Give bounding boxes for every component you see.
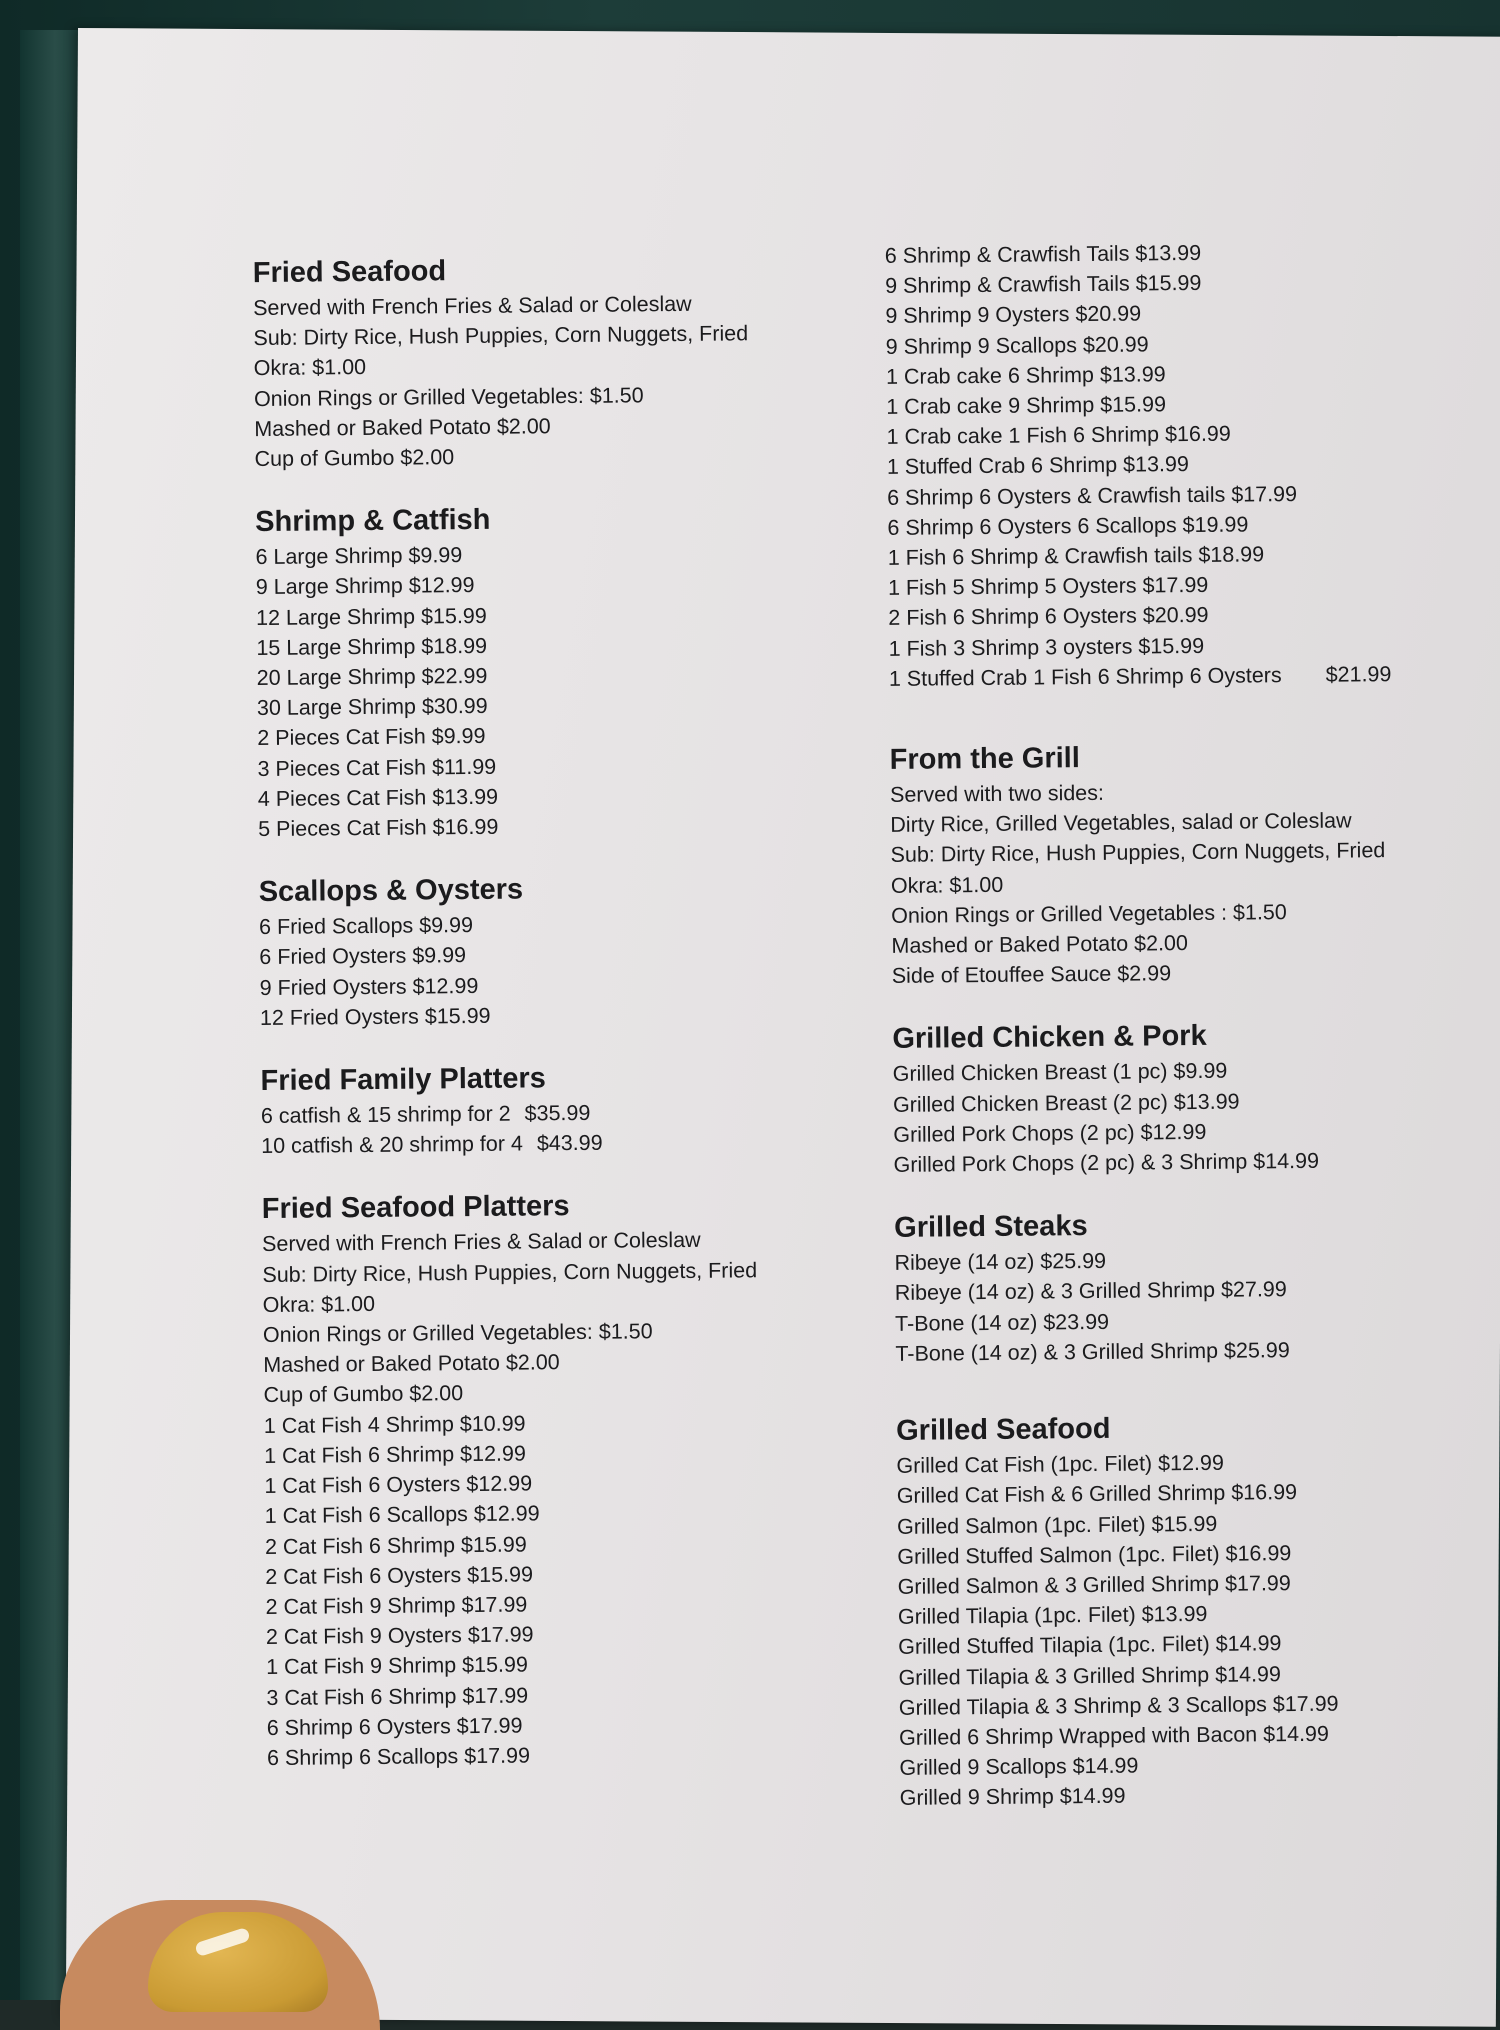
section-title: Scallops & Oysters (258, 873, 524, 909)
menu-line: Served with French Fries & Salad or Coleslaw (261, 1228, 701, 1257)
menu-item: 1 Fish 6 Shrimp & Crawfish tails $18.99 (887, 542, 1265, 570)
menu-line: Cup of Gumbo $2.00 (263, 1381, 464, 1408)
item-name: 1 Stuffed Crab 1 Fish 6 Shrimp 6 Oysters (888, 662, 1282, 691)
menu-item: 9 Shrimp 9 Oysters $20.99 (885, 301, 1142, 329)
menu-line: Served with two sides: (889, 780, 1105, 807)
menu-item: 2 Fish 6 Shrimp 6 Oysters $20.99 (888, 603, 1209, 631)
menu-page (66, 28, 1500, 2027)
menu-item (889, 658, 1489, 694)
menu-item: 6 Fried Scallops $9.99 (258, 913, 474, 940)
menu-line: Onion Rings or Grilled Vegetables: $1.50 (262, 1319, 653, 1348)
menu-item: 9 Shrimp 9 Scallops $20.99 (885, 332, 1149, 359)
item-price: $21.99 (1325, 661, 1392, 687)
menu-item: 12 Fried Oysters $15.99 (259, 1003, 491, 1030)
menu-item: 6 Fried Oysters $9.99 (259, 943, 467, 970)
menu-item: 12 Large Shrimp $15.99 (255, 603, 487, 630)
menu-item: 1 Crab cake 6 Shrimp $13.99 (885, 362, 1166, 389)
menu-line: Okra: $1.00 (890, 872, 1004, 898)
menu-item: 15 Large Shrimp $18.99 (256, 633, 488, 660)
section-grilled-seafood (896, 1407, 1500, 1813)
menu-item: 1 Cat Fish 6 Shrimp $12.99 (264, 1441, 526, 1468)
menu-item: 6 Large Shrimp $9.99 (255, 543, 463, 570)
menu-item: Grilled Chicken Breast (2 pc) $13.99 (892, 1089, 1240, 1117)
menu-line: Mashed or Baked Potato $2.00 (891, 931, 1189, 958)
menu-item: Grilled Stuffed Tilapia (1pc. Filet) $14.99 (898, 1631, 1282, 1660)
menu-item: Grilled 9 Shrimp $14.99 (899, 1784, 1126, 1811)
menu-item: 1 Crab cake 1 Fish 6 Shrimp $16.99 (886, 421, 1231, 450)
menu-item: 9 Fried Oysters $12.99 (259, 973, 479, 1000)
item-price: $43.99 (536, 1131, 603, 1156)
menu-item: 6 Shrimp & Crawfish Tails $13.99 (884, 240, 1202, 268)
menu-item: 6 Shrimp 6 Oysters $17.99 (266, 1713, 523, 1740)
item-name: 6 catfish & 15 shrimp for 2 (260, 1101, 511, 1129)
section-fried-family-platters (260, 1057, 861, 1161)
menu-item: 2 Cat Fish 6 Shrimp $15.99 (264, 1531, 527, 1559)
menu-item: 6 Shrimp 6 Oysters & Crawfish tails $17.99 (887, 481, 1298, 510)
section-title: Shrimp & Catfish (255, 504, 491, 539)
menu-item: Grilled Tilapia & 3 Grilled Shrimp $14.99 (898, 1661, 1282, 1690)
menu-item: 6 Shrimp 6 Scallops $17.99 (266, 1743, 531, 1770)
menu-line: Sub: Dirty Rice, Hush Puppies, Corn Nuggets, Fried (262, 1257, 758, 1287)
menu-item: 1 Cat Fish 6 Oysters $12.99 (264, 1471, 533, 1499)
menu-item: 2 Pieces Cat Fish $9.99 (257, 724, 486, 751)
menu-item: 2 Cat Fish 9 Shrimp $17.99 (265, 1592, 528, 1619)
section-scallops-oysters (259, 869, 860, 1034)
menu-item: Ribeye (14 oz) $25.99 (894, 1249, 1107, 1276)
menu-item: Grilled Salmon & 3 Grilled Shrimp $17.99 (897, 1571, 1291, 1599)
item-price: $35.99 (524, 1100, 591, 1126)
section-title: Fried Seafood Platters (261, 1190, 570, 1226)
menu-item: Grilled Salmon (1pc. Filet) $15.99 (896, 1511, 1218, 1539)
menu-line: Onion Rings or Grilled Vegetables : $1.50 (891, 899, 1287, 928)
section-title: Fried Seafood (252, 255, 447, 290)
menu-line: Side of Etouffee Sauce $2.99 (891, 961, 1172, 989)
section-title: Fried Family Platters (260, 1062, 546, 1098)
section-fried-seafood (253, 249, 855, 474)
section-platters-continued (885, 235, 1489, 694)
menu-item: 1 Cat Fish 4 Shrimp $10.99 (263, 1411, 526, 1438)
menu-item: Grilled Pork Chops (2 pc) $12.99 (893, 1119, 1207, 1147)
section-title: Grilled Seafood (895, 1412, 1111, 1447)
menu-item: 20 Large Shrimp $22.99 (256, 663, 488, 691)
section-title: From the Grill (889, 742, 1080, 776)
menu-item (261, 1126, 861, 1162)
menu-item: 1 Crab cake 9 Shrimp $15.99 (886, 392, 1167, 419)
menu-item: 1 Cat Fish 6 Scallops $12.99 (264, 1501, 540, 1529)
menu-item: Ribeye (14 oz) & 3 Grilled Shrimp $27.99 (894, 1277, 1287, 1306)
section-from-the-grill (890, 736, 1492, 991)
menu-item: 1 Cat Fish 9 Shrimp $15.99 (266, 1652, 528, 1680)
menu-item: 9 Shrimp & Crawfish Tails $15.99 (885, 271, 1202, 299)
menu-item: 9 Large Shrimp $12.99 (255, 573, 475, 600)
menu-line: Onion Rings or Grilled Vegetables: $1.50 (253, 382, 644, 411)
menu-line: Mashed or Baked Potato $2.00 (254, 414, 551, 441)
menu-line: Sub: Dirty Rice, Hush Puppies, Corn Nuggets, Fried (890, 838, 1386, 868)
menu-item: 4 Pieces Cat Fish $13.99 (257, 784, 499, 811)
menu-line: Okra: $1.00 (253, 355, 367, 381)
menu-column-right (885, 235, 1500, 1843)
item-name: 10 catfish & 20 shrimp for 4 (261, 1131, 523, 1159)
menu-item: 6 Shrimp 6 Oysters 6 Scallops $19.99 (887, 512, 1249, 540)
menu-item: 2 Cat Fish 9 Oysters $17.99 (265, 1622, 534, 1650)
menu-line: Okra: $1.00 (262, 1291, 376, 1317)
menu-item: Grilled 9 Scallops $14.99 (899, 1753, 1139, 1780)
section-fried-seafood-platters (262, 1186, 868, 1773)
menu-item: Grilled Pork Chops (2 pc) & 3 Shrimp $14.99 (893, 1148, 1320, 1177)
menu-item: 1 Fish 3 Shrimp 3 oysters $15.99 (888, 633, 1205, 661)
section-shrimp-catfish (255, 499, 858, 845)
menu-item: 1 Stuffed Crab 6 Shrimp $13.99 (886, 452, 1189, 480)
menu-item: 3 Cat Fish 6 Shrimp $17.99 (266, 1683, 529, 1710)
menu-line: Mashed or Baked Potato $2.00 (263, 1350, 560, 1378)
menu-line: Dirty Rice, Grilled Vegetables, salad or Coleslaw (890, 808, 1352, 838)
menu-item: Grilled Stuffed Salmon (1pc. Filet) $16.99 (897, 1540, 1292, 1569)
menu-item: Grilled Tilapia (1pc. Filet) $13.99 (897, 1602, 1208, 1629)
menu-item: 2 Cat Fish 6 Oysters $15.99 (265, 1562, 534, 1589)
menu-item: Grilled Cat Fish & 6 Grilled Shrimp $16.99 (896, 1480, 1298, 1509)
menu-item: Grilled Tilapia & 3 Shrimp & 3 Scallops $17.99 (898, 1691, 1339, 1720)
menu-line: Cup of Gumbo $2.00 (254, 445, 455, 472)
menu-item: Grilled Chicken Breast (1 pc) $9.99 (892, 1059, 1228, 1087)
menu-line: Served with French Fries & Salad or Coleslaw (253, 291, 692, 321)
menu-item: 5 Pieces Cat Fish $16.99 (258, 814, 499, 842)
menu-item: Grilled 6 Shrimp Wrapped with Bacon $14.99 (898, 1721, 1330, 1750)
section-title: Grilled Steaks (894, 1210, 1088, 1245)
menu-item: T-Bone (14 oz) $23.99 (894, 1309, 1110, 1336)
menu-line: Sub: Dirty Rice, Hush Puppies, Corn Nuggets, Fried (253, 321, 749, 351)
menu-item: 1 Fish 5 Shrimp 5 Oysters $17.99 (887, 573, 1209, 601)
menu-item: T-Bone (14 oz) & 3 Grilled Shrimp $25.99 (895, 1337, 1290, 1366)
section-grilled-steaks (894, 1204, 1495, 1369)
menu-item: 3 Pieces Cat Fish $11.99 (257, 754, 497, 781)
menu-column-left (253, 249, 868, 1803)
section-title: Grilled Chicken & Pork (892, 1020, 1207, 1056)
menu-item: 30 Large Shrimp $30.99 (256, 694, 488, 721)
menu-item: Grilled Cat Fish (1pc. Filet) $12.99 (896, 1450, 1224, 1478)
section-grilled-chicken-pork (892, 1016, 1493, 1181)
